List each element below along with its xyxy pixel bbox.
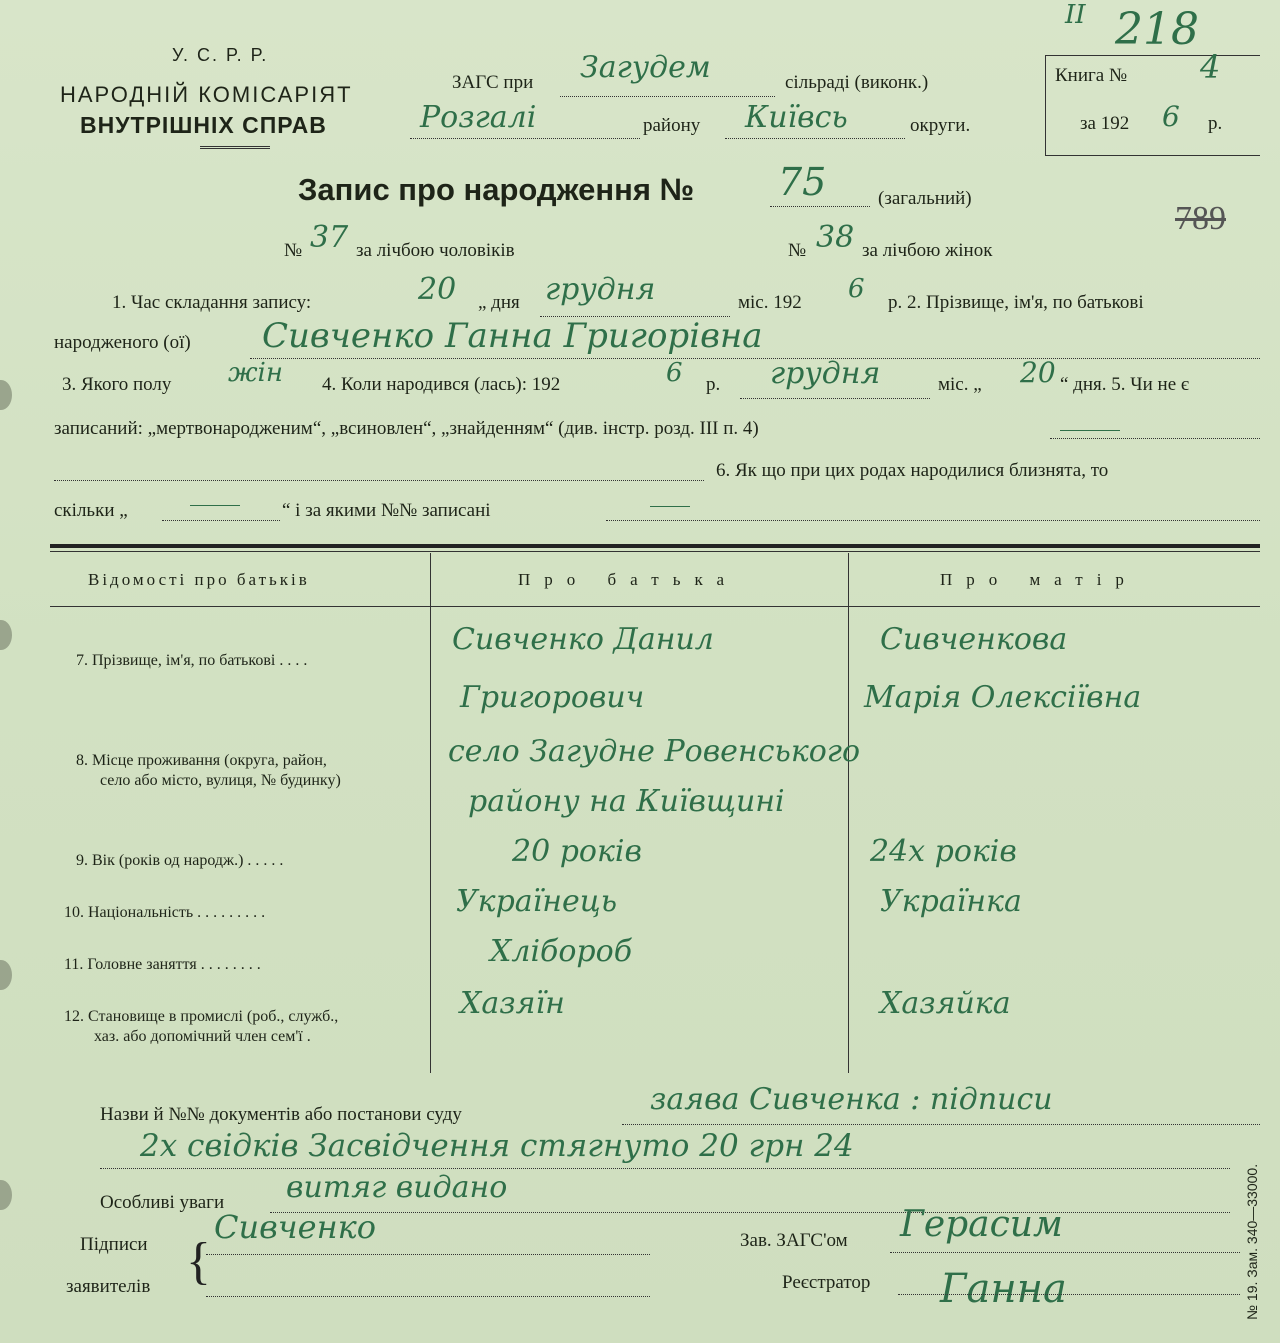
record-number-hw: 75 — [778, 160, 827, 204]
table-header-parents: Відомості про батьків — [88, 570, 310, 589]
twins-count-dash — [190, 505, 240, 506]
women-prefix: № — [788, 240, 807, 261]
book-year-suffix: р. — [1208, 113, 1223, 134]
row-label-occupation: 11. Головне заняття . . . . . . . . — [64, 956, 261, 973]
father-nationality-hw: Українець — [456, 884, 618, 919]
ministry-line2: ВНУТРІШНІХ СПРАВ — [80, 112, 327, 138]
okrug-name-hw: Київсь — [745, 100, 848, 135]
zags-village-line — [560, 96, 775, 97]
punch-hole — [0, 380, 12, 410]
punch-hole — [0, 1180, 12, 1210]
father-residence-2-hw: району на Київщині — [468, 784, 785, 819]
entry-month-hw: грудня — [545, 272, 656, 307]
men-prefix: № — [284, 240, 303, 261]
father-occupation-hw: Хлібороб — [490, 934, 633, 969]
row-label-residence-1: 8. Місце проживання (округа, район, — [76, 752, 327, 769]
status-line — [1050, 438, 1260, 439]
row-label-residence-2: село або місто, вулиця, № будинку) — [100, 772, 341, 789]
entry-date-label: 1. Час складання запису: — [112, 292, 312, 313]
zags-village-hw: Загудем — [580, 50, 711, 85]
signatures-label: Підписи — [80, 1234, 148, 1255]
father-age-hw: 20 років — [512, 834, 642, 869]
row-label-name: 7. Прізвище, ім'я, по батькові . . . . — [76, 652, 308, 669]
registrar-label: Реєстратор — [782, 1272, 871, 1293]
documents-hw-2: 2х свідків Засвідчення стягнуто 20 грн 24 — [140, 1128, 854, 1164]
signature-brace: { — [186, 1233, 211, 1290]
mother-surname-hw: Сивченкова — [880, 622, 1068, 657]
father-position-hw: Хазяїн — [460, 986, 565, 1021]
book-box-bottom — [1045, 155, 1260, 156]
documents-line-2 — [100, 1168, 1230, 1169]
newborn-name-hw: Сивченко Ганна Григорівна — [262, 316, 763, 356]
status-dash — [1060, 430, 1120, 431]
zags-suffix: сільраді (виконк.) — [785, 72, 929, 93]
entry-year-hw: 6 — [848, 274, 865, 304]
father-residence-1-hw: село Загудне Ровенського — [448, 734, 861, 769]
men-label: за лічбою чоловіків — [356, 240, 515, 261]
twins-count-label: скільки „ — [54, 500, 128, 521]
okrug-label: округи. — [910, 115, 971, 136]
book-year-label: за 192 — [1080, 113, 1130, 134]
book-number-hw: 4 — [1200, 48, 1221, 86]
okrug-line — [725, 138, 905, 139]
twins-numbers-dash — [650, 506, 690, 507]
sex-label: 3. Якого полу — [62, 374, 172, 395]
documents-label: Назви й №№ документів або постанови суду — [100, 1104, 462, 1125]
mother-nationality-hw: Українка — [880, 884, 1022, 919]
applicant-sig-line-1 — [206, 1254, 650, 1255]
book-box-left — [1045, 55, 1046, 155]
mother-position-hw: Хазяйка — [880, 986, 1011, 1021]
twins-label: 6. Як що при цих родах народилися близнята, то — [716, 460, 1109, 481]
twins-numbers-line — [606, 520, 1260, 521]
ussr-label: У. С. Р. Р. — [172, 45, 269, 65]
side-print: № 19. Зам. 340—33000. — [1244, 1163, 1260, 1320]
header-rule — [200, 146, 270, 149]
birth-day-label: міс. „ — [938, 374, 982, 395]
twins-numbers-label: “ і за якими №№ записані — [282, 500, 491, 521]
sex-hw: жін — [228, 358, 283, 388]
registrar-sig-line — [898, 1294, 1240, 1295]
book-label: Книга № — [1055, 65, 1128, 86]
row-label-position-1: 12. Становище в промислі (роб., служб., — [64, 1008, 339, 1025]
birth-day-suffix: “ дня. 5. Чи не є — [1060, 374, 1190, 395]
notes-hw: витяг видано — [286, 1170, 508, 1205]
men-number-hw: 37 — [310, 220, 349, 255]
twins-count-line — [162, 520, 280, 521]
status-label: записаний: „мертвонародженим“, „всиновлен“, „знайденням“ (див. інстр. розд. ІІІ п. 4) — [54, 418, 759, 439]
district-name-hw: Розгалі — [420, 100, 537, 135]
record-title: Запис про народження № — [298, 172, 695, 207]
record-title-suffix: (загальний) — [878, 188, 972, 209]
entry-day-hw: 20 — [418, 272, 457, 307]
punch-hole — [0, 960, 12, 990]
punch-hole — [0, 620, 12, 650]
table-top-rule-thin — [50, 551, 1260, 552]
corner-mark-hw: II — [1065, 0, 1086, 30]
entry-year-suffix: р. 2. Прізвище, ім'я, по батькові — [888, 292, 1144, 313]
zags-prefix: ЗАГС при — [452, 72, 534, 93]
table-col-divider-2 — [848, 553, 849, 1073]
ministry-line1: НАРОДНІЙ КОМІСАРІЯТ — [60, 82, 353, 107]
table-header-rule — [50, 606, 1260, 607]
corner-number-hw: 218 — [1115, 4, 1199, 55]
birth-month-line — [740, 398, 930, 399]
book-year-digit-hw: 6 — [1162, 100, 1180, 133]
row-label-age: 9. Вік (років од народж.) . . . . . — [76, 852, 284, 869]
table-header-father: Про батька — [518, 570, 739, 589]
birth-year-hw: 6 — [666, 358, 683, 388]
documents-line — [622, 1124, 1260, 1125]
applicant-sig-line-2 — [206, 1296, 650, 1297]
district-label: району — [643, 115, 701, 136]
head-label: Зав. ЗАГС'ом — [740, 1230, 848, 1251]
table-top-rule — [50, 544, 1260, 548]
newborn-label: народженого (ої) — [54, 332, 191, 353]
birth-year-label: 4. Коли народився (лась): 192 — [322, 374, 561, 395]
entry-year-label: міс. 192 — [738, 292, 802, 313]
applicants-label: заявителів — [66, 1276, 151, 1297]
entry-day-suffix: „ дня — [478, 292, 520, 313]
father-name-hw: Сивченко Данил — [452, 622, 714, 657]
notes-label: Особливі уваги — [100, 1192, 225, 1213]
women-number-hw: 38 — [816, 220, 855, 255]
newborn-name-line — [250, 358, 1260, 359]
birth-year-suffix: р. — [706, 374, 721, 395]
mother-age-hw: 24х років — [870, 834, 1017, 869]
father-patronymic-hw: Григорович — [460, 680, 645, 715]
birth-month-hw: грудня — [770, 356, 881, 391]
twins-line-a — [54, 480, 704, 481]
crossed-number: 789 — [1175, 200, 1226, 237]
table-col-divider-1 — [430, 553, 431, 1073]
head-signature-hw: Герасим — [900, 1204, 1063, 1245]
district-line — [410, 138, 640, 139]
book-box-top — [1045, 55, 1260, 56]
row-label-nationality: 10. Національність . . . . . . . . . — [64, 904, 266, 921]
table-header-mother: Про матір — [940, 570, 1138, 589]
head-sig-line — [890, 1252, 1240, 1253]
notes-line — [270, 1212, 1230, 1213]
registrar-signature-hw: Ганна — [940, 1266, 1067, 1312]
record-number-line — [770, 206, 870, 207]
documents-hw-1: заява Сивченка : підписи — [650, 1082, 1053, 1117]
women-label: за лічбою жінок — [862, 240, 993, 261]
mother-name-hw: Марія Олексіївна — [864, 680, 1142, 715]
row-label-position-2: хаз. або допомічний член сем'ї . — [94, 1028, 311, 1045]
birth-day-hw: 20 — [1020, 356, 1056, 389]
applicant-signature-hw: Сивченко — [214, 1208, 377, 1246]
